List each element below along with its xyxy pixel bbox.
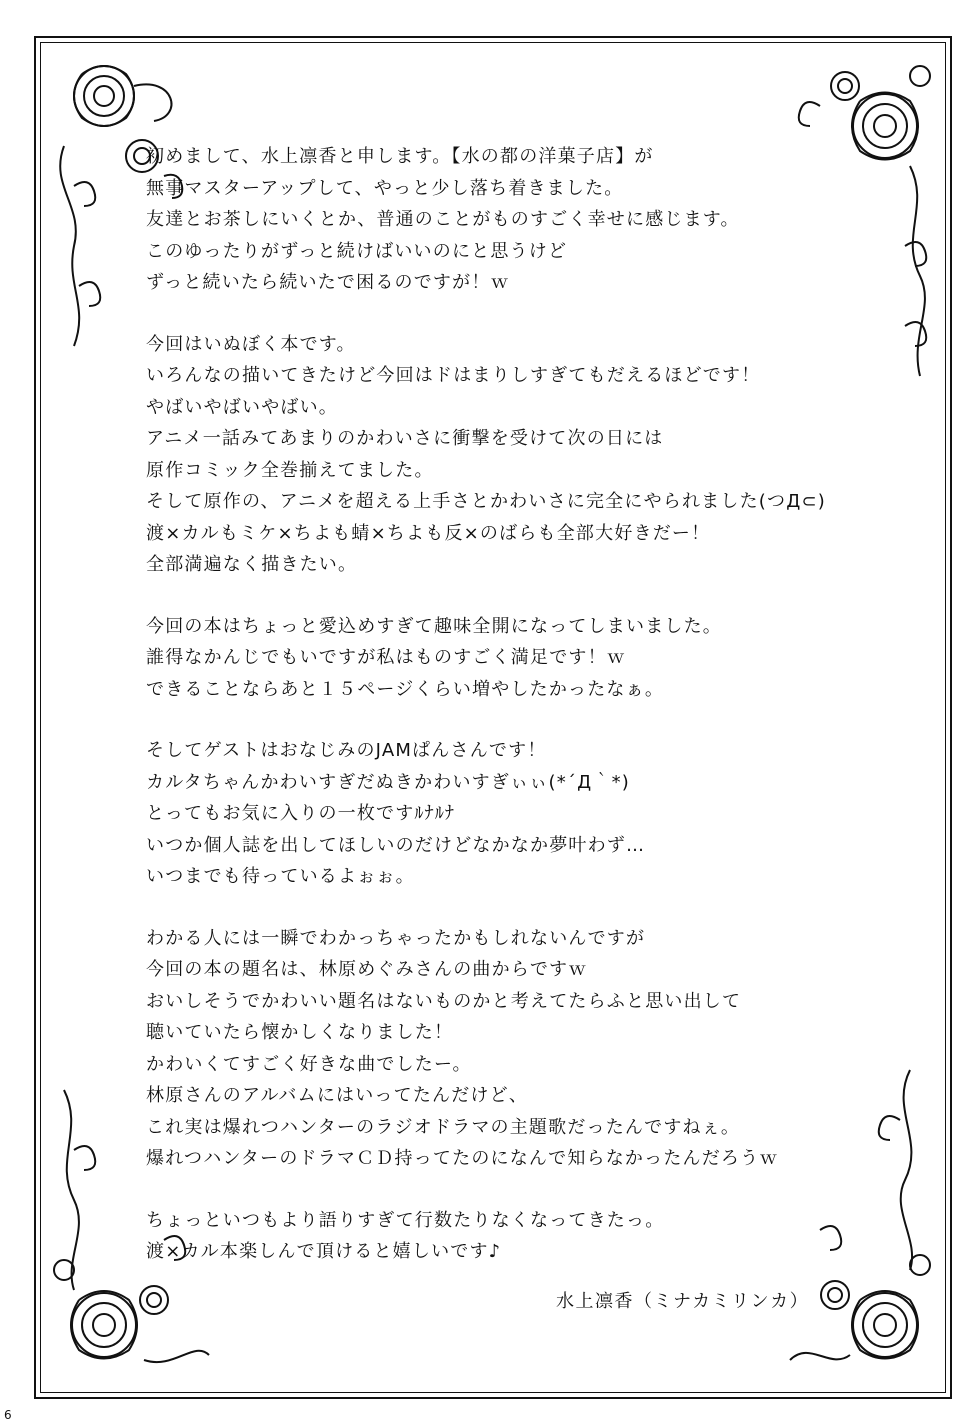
text-line: ずっと続いたら続いたで困るのですが！ｗ: [146, 272, 510, 293]
text-line: 林原さんのアルバムにはいってたんだけど、: [146, 1085, 529, 1106]
text-line: 爆れつハンターのドラマＣＤ持ってたのになんで知らなかったんだろうｗ: [146, 1148, 779, 1169]
text-line: 今回の本はちょっと愛込めすぎて趣味全開になってしまいました。: [146, 615, 722, 637]
text-line: いろんなの描いてきたけど今回はドはまりしすぎてもだえるほどです！: [146, 365, 761, 386]
text-line: 聴いていたら懐かしくなりました！: [146, 1022, 454, 1043]
text-line: このゆったりがずっと続けばいいのにと思うけど: [146, 240, 568, 262]
text-line: そしてゲストはおなじみのJAMぱんさんです！: [146, 740, 547, 761]
text-line: 渡×カルもミケ×ちよも蜻×ちよも反×のばらも全部大好きだー！: [146, 522, 711, 544]
text-line: いつまでも待っているよぉぉ。: [146, 866, 415, 887]
paragraph: [146, 141, 836, 299]
text-line: ちょっといつもより語りすぎて行数たりなくなってきたっ。: [146, 1209, 665, 1231]
text-line: できることならあと１５ページくらい増やしたかったなぁ。: [146, 678, 665, 700]
text-line: カルタちゃんかわいすぎだぬきかわいすぎぃぃ(*´Д｀*): [146, 771, 630, 793]
text-line: 友達とお茶しにいくとか、普通のことがものすごく幸せに感じます。: [146, 209, 740, 230]
paragraph: [146, 735, 836, 893]
text-line: おいしそうでかわいい題名はないものかと考えてたらふと思い出して: [146, 990, 742, 1012]
paragraph: [146, 1205, 836, 1268]
paragraph: [146, 923, 836, 1175]
letter-body: [146, 141, 836, 1298]
text-line: 無事マスターアップして、やっと少し落ち着きました。: [146, 177, 624, 199]
paragraph: [146, 611, 836, 706]
text-line: いつか個人誌を出してほしいのだけどなかなか夢叶わず…: [146, 834, 646, 856]
paragraph: [146, 329, 836, 581]
text-line: やばいやばいやばい。: [146, 396, 338, 418]
text-line: 初めまして、水上凛香と申します。【水の都の洋菓子店】が: [146, 146, 654, 167]
text-line: 全部満遍なく描きたい。: [146, 554, 358, 575]
text-line: わかる人には一瞬でわかっちゃったかもしれないんですが: [146, 927, 646, 949]
page-number: 6: [4, 1408, 12, 1422]
text-line: 渡×カル本楽しんで頂けると嬉しいです♪: [146, 1241, 502, 1262]
author-signature: 水上凛香（ミナカミリンカ）: [556, 1291, 810, 1312]
text-line: そして原作の、アニメを超える上手さとかわいさに完全にやられました(つД⊂): [146, 491, 826, 512]
text-line: これ実は爆れつハンターのラジオドラマの主題歌だったんですねぇ。: [146, 1116, 741, 1138]
text-line: 誰得なかんじでもいですが私はものすごく満足です！ｗ: [146, 647, 626, 668]
text-line: アニメ一話みてあまりのかわいさに衝撃を受けて次の日には: [146, 428, 664, 449]
text-line: 今回はいぬぼく本です。: [146, 333, 356, 355]
text-line: かわいくてすごく好きな曲でしたー。: [146, 1053, 472, 1075]
text-line: 今回の本の題名は、林原めぐみさんの曲からですｗ: [146, 959, 588, 980]
text-line: とってもお気に入りの一枚ですﾙﾅﾙﾅ: [146, 803, 456, 824]
text-line: 原作コミック全巻揃えてました。: [146, 459, 434, 481]
